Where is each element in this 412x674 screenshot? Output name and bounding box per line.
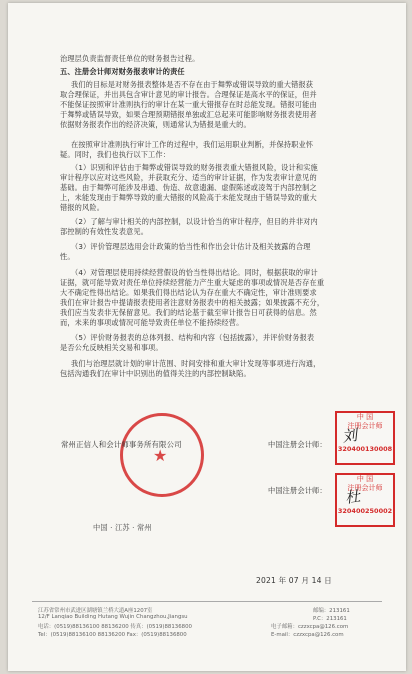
firm-name: 常州正信人和会计师事务所有限公司 [61,440,182,449]
footer-address-en: 12/F Lanqiao Building Hutang Wujin Changzhou,Jiangsu [38,614,188,620]
text-line: （2）了解与审计相关的内部控制，以设计恰当的审计程序，但目的并非对内 [71,217,318,226]
text-line: 大不确定性得出结论。如果我们得出结论认为存在重大不确定性，审计准则要求 [60,288,317,297]
location: 中国 · 江苏 · 常州 [93,523,152,532]
cpa-label-1: 中国注册会计师： [268,440,327,449]
stamp-subtitle: 注册会计师 [347,484,383,492]
text-line: 上，未能发现由于舞弊导致的重大错报的风险高于未能发现由于错误导致的重大 [60,193,317,202]
signature-2: 杜 [343,487,362,507]
text-line: 我们与治理层就计划的审计范围、时间安排和重大审计发现等事项进行沟通， [71,359,321,368]
text-line: 性。 [60,252,75,261]
cpa-stamp-2 [335,473,395,527]
report-date: 2021 年 07 月 14 日 [256,576,332,585]
text-line: 疑。同时，我们也执行以下工作： [60,150,171,159]
text-line: 在按照审计准则执行审计工作的过程中，我们运用职业判断，并保持职业怀 [71,140,314,149]
text-line: 基础。由于舞弊可能涉及串通、伪造、故意遗漏、虚假陈述或凌驾于内部控制之 [60,183,317,192]
footer-divider [32,601,382,602]
firm-seal [120,413,204,497]
text-line: （1）识别和评估由于舞弊或错误导致的财务报表重大错报风险，设计和实施 [71,163,318,172]
stamp-number: 320400130008 [337,445,393,453]
footer-email-cn: 电子邮箱：czzxcpa@126.com [271,624,349,630]
text-line: 我们在审计报告中提请报表使用者注意财务报表中的相关披露；如果披露不充分， [60,298,325,307]
footer-phone-cn: 电话：(0519)88136100 88136200 传真：(0519)88136800 [38,624,192,630]
star-icon: ★ [153,446,168,465]
text-line: 依据财务报表作出的经济决策，则通常认为错报是重大的。 [60,120,251,129]
footer-email-en: E-mail：czzxcpa@126.com [271,632,344,638]
text-line: 取合理保证，并出具包含审计意见的审计报告。合理保证是高水平的保证，但并 [60,90,317,99]
section-heading: 五、注册会计师对财务报表审计的责任 [60,67,185,76]
footer-phone-en: Tel：(0519)88136100 88136200 Fax：(0519)88136800 [38,632,187,638]
stamp-subtitle: 注册会计师 [347,422,383,430]
footer-zip-cn: 邮编：213161 [313,608,350,614]
text-line: （3）评价管理层选用会计政策的恰当性和作出会计估计及相关披露的合理 [71,242,311,251]
footer-address-cn: 江苏省常州市武进区湖塘镇兰桥大道A座1207室 [38,608,153,614]
text-line: 于舞弊或错误导致，如果合理预期错报单独或汇总起来可能影响财务报表使用者 [60,110,317,119]
text-line: 证据，就可能导致对责任单位持续经营能力产生重大疑虑的事项或情况是否存在重 [60,278,325,287]
cpa-label-2: 中国注册会计师： [268,486,327,495]
text-line: 我们的目标是对财务报表整体是否不存在由于舞弊或错误导致的重大错报获 [71,80,314,89]
stamp-number: 320400250002 [337,507,393,515]
stamp-title: 中 国 [356,413,374,421]
text-line: 是否公允反映相关交易和事项。 [60,343,163,352]
document-page [8,3,406,671]
stamp-title: 中 国 [356,475,374,483]
text-line: 不能保证按照审计准则执行的审计在某一重大错报存在时总能发现。错报可能由 [60,100,317,109]
text-line: 包括沟通我们在审计中识别出的值得关注的内部控制缺陷。 [60,369,251,378]
text-line: （4）对管理层使用持续经营假设的恰当性得出结论。同时，根据获取的审计 [71,268,318,277]
text-line: 我们应当发表非无保留意见。我们的结论基于截至审计报告日可获得的信息。然 [60,308,317,317]
intro-line: 治理层负责监督责任单位的财务报告过程。 [60,54,200,63]
text-line: （5）评价财务报表的总体列报、结构和内容（包括披露），并评价财务报表 [71,333,315,342]
text-line: 审计程序以应对这些风险，并获取充分、适当的审计证据，作为发表审计意见的 [60,173,317,182]
signature-1: 刘 [340,426,359,446]
text-line: 错报的风险。 [60,203,105,212]
text-line: 而，未来的事项或情况可能导致责任单位不能持续经营。 [60,318,244,327]
footer-zip-en: P.C：213161 [313,616,347,622]
text-line: 部控制的有效性发表意见。 [60,227,149,236]
